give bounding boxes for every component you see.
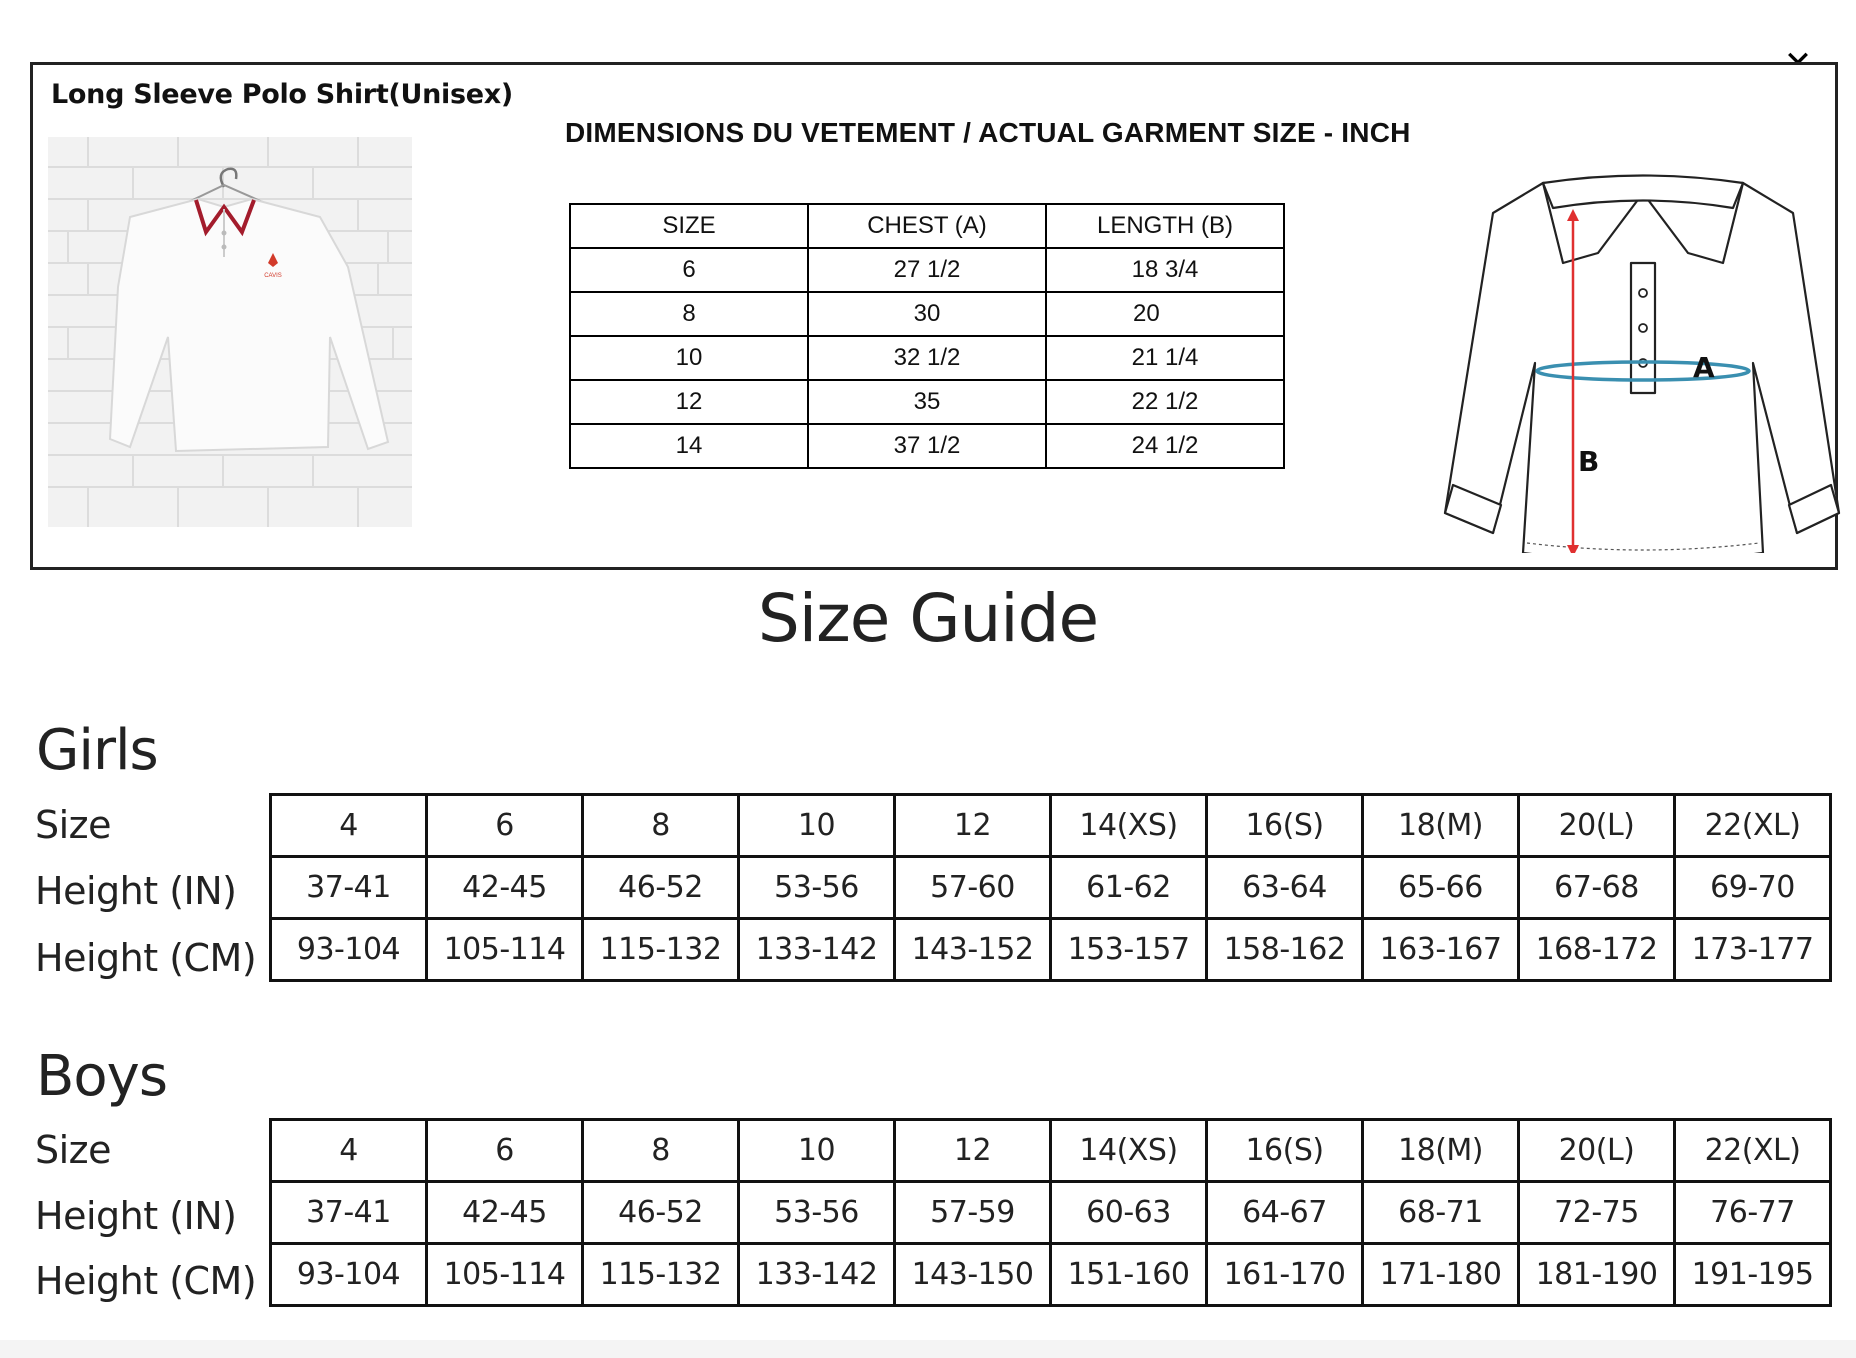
table-row: [570, 292, 1284, 336]
table-cell: 16(S): [1207, 795, 1363, 857]
table-cell: 76-77: [1675, 1182, 1831, 1244]
table-cell: 46-52: [583, 857, 739, 919]
table-cell: 30: [808, 292, 1046, 336]
table-cell: 163-167: [1363, 919, 1519, 981]
table-cell: 69-70: [1675, 857, 1831, 919]
column-header: LENGTH (B): [1046, 204, 1284, 248]
polo-shirt-photo: [48, 137, 412, 527]
table-cell: 63-64: [1207, 857, 1363, 919]
table-cell: 65-66: [1363, 857, 1519, 919]
shirt-logo-text: CAVIS: [264, 273, 282, 279]
table-cell: 10: [570, 336, 808, 380]
table-cell: 4: [271, 795, 427, 857]
table-cell: 53-56: [739, 1182, 895, 1244]
column-header: SIZE: [570, 204, 808, 248]
product-title: Long Sleeve Polo Shirt(Unisex): [51, 79, 513, 110]
table-cell: 24 1/2: [1046, 424, 1284, 468]
table-cell: 61-62: [1051, 857, 1207, 919]
table-cell: 20(L): [1519, 795, 1675, 857]
table-cell: 14(XS): [1051, 795, 1207, 857]
garment-measurement-diagram: [1423, 113, 1843, 553]
table-cell: 191-195: [1675, 1244, 1831, 1306]
table-cell: 171-180: [1363, 1244, 1519, 1306]
table-cell: 53-56: [739, 857, 895, 919]
row-label-height-cm: Height (CM): [35, 1259, 257, 1303]
table-cell: 20(L): [1519, 1120, 1675, 1182]
table-cell: 12: [895, 795, 1051, 857]
table-cell: 37 1/2: [808, 424, 1046, 468]
table-cell: 8: [570, 292, 808, 336]
table-cell: 42-45: [427, 1182, 583, 1244]
height-in-row: [271, 857, 1831, 919]
table-cell: 14(XS): [1051, 1120, 1207, 1182]
table-cell: 64-67: [1207, 1182, 1363, 1244]
table-cell: 93-104: [271, 1244, 427, 1306]
table-cell: 60-63: [1051, 1182, 1207, 1244]
row-label-height-cm: Height (CM): [35, 936, 257, 980]
table-cell: 173-177: [1675, 919, 1831, 981]
girls-size-table: [269, 793, 1832, 982]
product-photo: [48, 137, 412, 527]
table-cell: 18(M): [1363, 795, 1519, 857]
dimensions-title: DIMENSIONS DU VETEMENT / ACTUAL GARMENT SIZE - INCH: [565, 117, 1411, 148]
table-cell: 21 1/4: [1046, 336, 1284, 380]
boys-section-title: Boys: [36, 1044, 167, 1109]
table-cell: 6: [427, 1120, 583, 1182]
table-cell: 105-114: [427, 1244, 583, 1306]
column-header: CHEST (A): [808, 204, 1046, 248]
table-cell: 42-45: [427, 857, 583, 919]
girls-section-title: Girls: [36, 718, 158, 783]
row-label-height-in: Height (IN): [35, 1194, 237, 1238]
table-cell: 6: [570, 248, 808, 292]
label-a: A: [1693, 351, 1715, 384]
table-cell: 20: [1046, 292, 1284, 336]
table-cell: 27 1/2: [808, 248, 1046, 292]
table-row: [570, 424, 1284, 468]
table-cell: 8: [583, 795, 739, 857]
size-row: [271, 1120, 1831, 1182]
table-row: [570, 336, 1284, 380]
product-panel: [30, 62, 1838, 570]
table-cell: 67-68: [1519, 857, 1675, 919]
table-cell: 4: [271, 1120, 427, 1182]
height-cm-row: [271, 1244, 1831, 1306]
bottom-divider: [0, 1340, 1856, 1358]
table-cell: 68-71: [1363, 1182, 1519, 1244]
row-label-size: Size: [35, 803, 112, 847]
table-cell: 72-75: [1519, 1182, 1675, 1244]
size-guide-title: Size Guide: [757, 580, 1099, 657]
boys-size-table: [269, 1118, 1832, 1307]
table-cell: 158-162: [1207, 919, 1363, 981]
table-cell: 22(XL): [1675, 795, 1831, 857]
table-cell: 168-172: [1519, 919, 1675, 981]
table-cell: 16(S): [1207, 1120, 1363, 1182]
table-cell: 133-142: [739, 919, 895, 981]
table-header-row: [570, 204, 1284, 248]
table-cell: 161-170: [1207, 1244, 1363, 1306]
table-cell: 22(XL): [1675, 1120, 1831, 1182]
size-row: [271, 795, 1831, 857]
table-cell: 35: [808, 380, 1046, 424]
table-cell: 57-59: [895, 1182, 1051, 1244]
row-label-height-in: Height (IN): [35, 869, 237, 913]
table-cell: 153-157: [1051, 919, 1207, 981]
table-cell: 10: [739, 795, 895, 857]
table-cell: 6: [427, 795, 583, 857]
table-cell: 93-104: [271, 919, 427, 981]
table-cell: 18 3/4: [1046, 248, 1284, 292]
table-cell: 37-41: [271, 1182, 427, 1244]
table-cell: 14: [570, 424, 808, 468]
table-row: [570, 380, 1284, 424]
height-in-row: [271, 1182, 1831, 1244]
table-cell: 12: [570, 380, 808, 424]
table-cell: 12: [895, 1120, 1051, 1182]
table-row: [570, 248, 1284, 292]
height-cm-row: [271, 919, 1831, 981]
table-cell: 105-114: [427, 919, 583, 981]
table-cell: 37-41: [271, 857, 427, 919]
label-b: B: [1578, 445, 1600, 478]
table-cell: 181-190: [1519, 1244, 1675, 1306]
table-cell: 22 1/2: [1046, 380, 1284, 424]
table-cell: 18(M): [1363, 1120, 1519, 1182]
table-cell: 8: [583, 1120, 739, 1182]
table-cell: 115-132: [583, 919, 739, 981]
table-cell: 46-52: [583, 1182, 739, 1244]
table-cell: 133-142: [739, 1244, 895, 1306]
row-label-size: Size: [35, 1128, 112, 1172]
table-cell: 10: [739, 1120, 895, 1182]
table-cell: 57-60: [895, 857, 1051, 919]
table-cell: 32 1/2: [808, 336, 1046, 380]
garment-dimensions-table: [569, 203, 1285, 469]
table-cell: 143-152: [895, 919, 1051, 981]
table-cell: 115-132: [583, 1244, 739, 1306]
table-cell: 151-160: [1051, 1244, 1207, 1306]
table-cell: 143-150: [895, 1244, 1051, 1306]
